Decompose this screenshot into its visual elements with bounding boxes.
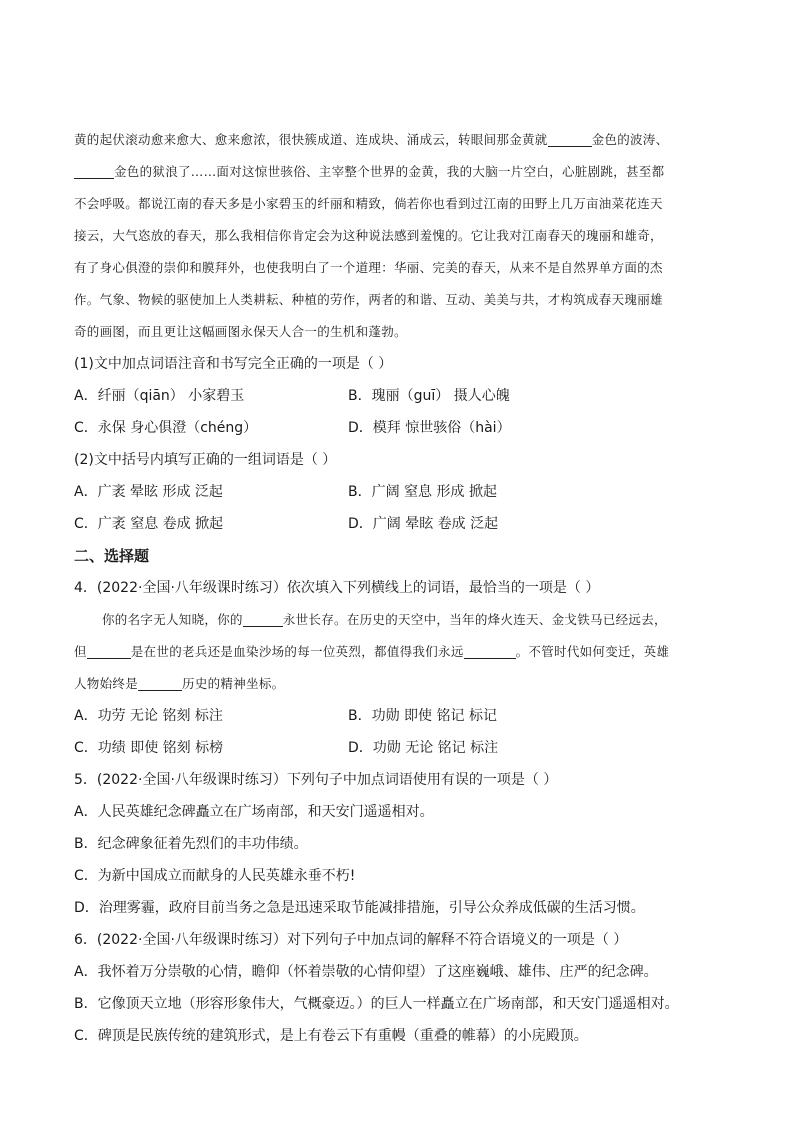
- q6-option-b[interactable]: B．它像顶天立地（形容形象伟大，气概豪迈。）的巨人一样矗立在广场南部，和天安门遥遥相对。: [74, 996, 679, 1012]
- answer-blank[interactable]: [243, 612, 283, 627]
- answer-blank[interactable]: [138, 676, 182, 691]
- q4-option-b[interactable]: B．功勋 即使 铭记 标记: [348, 708, 497, 724]
- passage-text: 金色的波涛、: [591, 132, 669, 147]
- passage-line-1: [74, 130, 668, 150]
- answer-blank[interactable]: [548, 132, 592, 147]
- q5-option-b[interactable]: B．纪念碑象征着先烈们的丰功伟绩。: [74, 836, 308, 852]
- q4-passage-line-2: [74, 642, 669, 662]
- q4-option-c[interactable]: C．功绩 即使 铭刻 标榜: [74, 740, 224, 756]
- q1-option-d[interactable]: D．模拜 惊世骇俗（hài）: [348, 420, 511, 436]
- q1-option-a[interactable]: A．纤丽（qiān） 小家碧玉: [74, 388, 245, 404]
- question-2-stem: (2)文中括号内填写正确的一组词语是（ ）: [74, 452, 337, 468]
- question-6-stem: 6．(2022·全国·八年级课时练习）对下列句子中加点词的解释不符合语境义的一项是（ ）: [74, 932, 628, 948]
- passage-text: 。不管时代如何变迁，英雄: [515, 644, 670, 659]
- q5-option-a[interactable]: A．人民英雄纪念碑矗立在广场南部，和天安门遥遥相对。: [74, 804, 434, 820]
- passage-text: 你的名字无人知晓，你的: [102, 612, 243, 627]
- passage-line-3: 不会呼吸。都说江南的春天多是小家碧玉的纤丽和精致，倘若你也看到过江南的田野上几万亩油菜花连天: [74, 196, 663, 211]
- passage-line-2: [74, 162, 664, 182]
- answer-blank[interactable]: [464, 644, 516, 659]
- passage-text: 金色的狱浪了……面对这惊世骇俗、主宰整个世界的金黄，我的大脑一片空白，心脏剧跳，甚至都: [114, 164, 665, 179]
- q4-passage-line-1: [102, 610, 667, 630]
- passage-text: 黄的起伏滚动愈来愈大、愈来愈浓，很快簇成道、连成块、涌成云，转眼间那金黄就: [74, 132, 548, 147]
- q6-option-a[interactable]: A．我怀着万分崇敬的心情，瞻仰（怀着崇敬的心情仰望）了这座巍峨、雄伟、庄严的纪念碑。: [74, 964, 658, 980]
- q4-passage-line-3: [74, 674, 284, 694]
- question-5-stem: 5．(2022·全国·八年级课时练习）下列句子中加点词语使用有误的一项是（ ）: [74, 772, 558, 788]
- q6-option-c[interactable]: C．碑顶是民族传统的建筑形式，是上有卷云下有重幔（重叠的帷幕）的小庑殿顶。: [74, 1028, 588, 1044]
- question-4-stem: 4．(2022·全国·八年级课时练习）依次填入下列横线上的词语，最恰当的一项是（ ）: [74, 580, 600, 596]
- q4-option-d[interactable]: D．功勋 无论 铭记 标注: [348, 740, 499, 756]
- answer-blank[interactable]: [87, 644, 131, 659]
- section-heading: 二、选择题: [74, 547, 150, 565]
- q2-option-c[interactable]: C．广袤 窒息 卷成 掀起: [74, 516, 224, 532]
- question-1-stem: (1)文中加点词语注音和书写完全正确的一项是（ ）: [74, 356, 393, 372]
- q2-option-b[interactable]: B．广阔 窒息 形成 掀起: [348, 484, 497, 500]
- passage-line-4: 接云，大气恣放的春天，那么我相信你肯定会为这种说法感到羞愧的。它让我对江南春天的瑰丽和雄奇，: [74, 228, 663, 243]
- q4-option-a[interactable]: A．功劳 无论 铭刻 标注: [74, 708, 223, 724]
- q1-option-c[interactable]: C．永保 身心俱澄（chéng）: [74, 420, 258, 436]
- passage-text: 历史的精神坐标。: [182, 676, 285, 691]
- q2-option-a[interactable]: A．广袤 晕眩 形成 泛起: [74, 484, 223, 500]
- q2-option-d[interactable]: D．广阔 晕眩 卷成 泛起: [348, 516, 499, 532]
- passage-text: 人物始终是: [74, 676, 139, 691]
- passage-line-7: 奇的画图，而且更让这幅画图永保天人合一的生机和蓬勃。: [74, 324, 407, 339]
- q1-option-b[interactable]: B．瑰丽（guī） 摄人心魄: [348, 388, 510, 404]
- passage-text: 是在世的老兵还是血染沙场的每一位英烈，都值得我们永远: [130, 644, 464, 659]
- passage-text: 永世长存。在历史的天空中，当年的烽火连天、金戈铁马已经远去，: [282, 612, 667, 627]
- passage-text: 但: [74, 644, 87, 659]
- passage-line-6: 作。气象、物候的驱使加上人类耕耘、种植的劳作，两者的和谐、互动、美美与共，才构筑成春天瑰丽雄: [74, 292, 663, 307]
- passage-line-5: 有了身心俱澄的崇仰和膜拜外，也使我明白了一个道理：华丽、完美的春天，从来不是自然界单方面的杰: [74, 260, 663, 275]
- q5-option-d[interactable]: D．治理雾霾，政府目前当务之急是迅速采取节能减排措施，引导公众养成低碳的生活习惯。: [74, 900, 645, 916]
- answer-blank[interactable]: [74, 164, 114, 179]
- q5-option-c[interactable]: C．为新中国成立而献身的人民英雄永垂不朽!: [74, 868, 356, 884]
